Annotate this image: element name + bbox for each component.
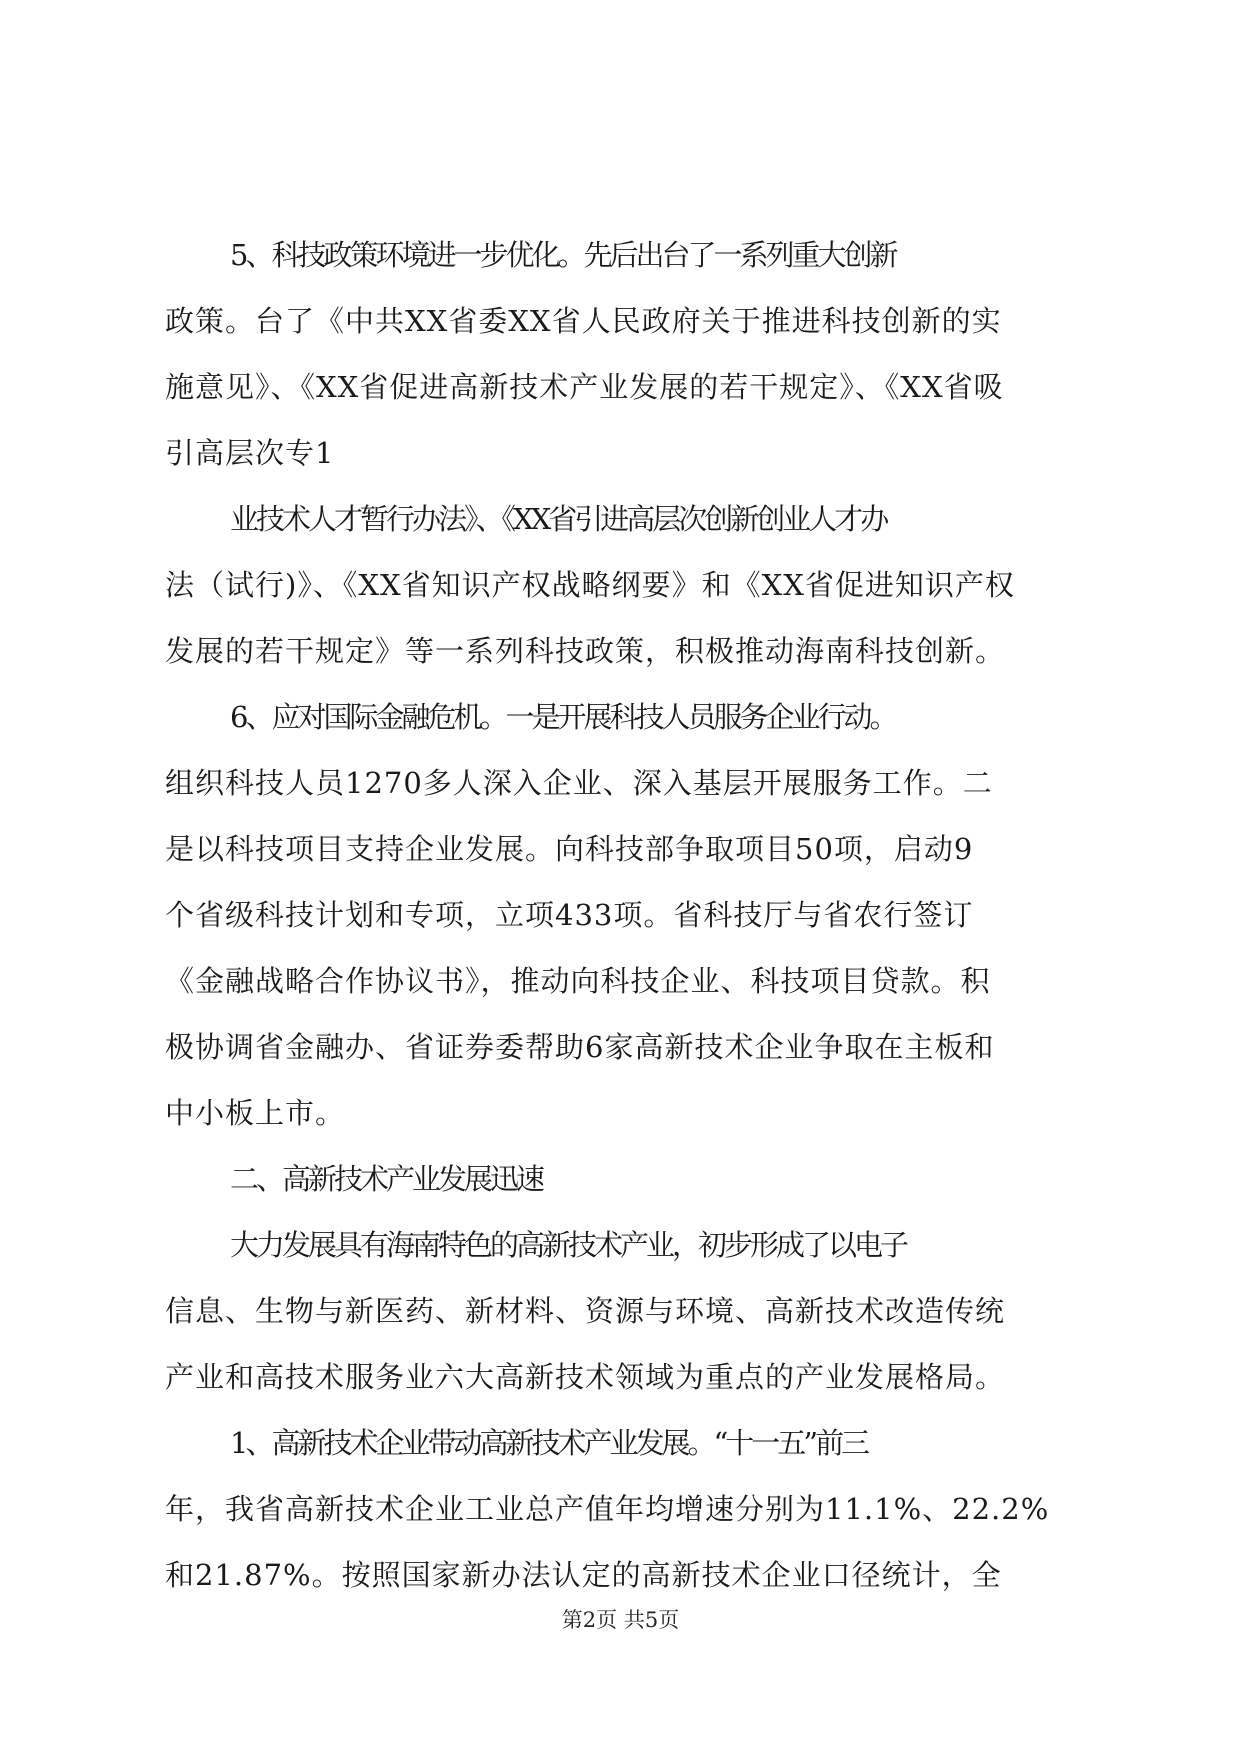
text-line: 发展的若干规定》等一系列科技政策，积极推动海南科技创新。 bbox=[165, 634, 1006, 668]
page-footer: 第2页 共5页 bbox=[561, 1608, 680, 1632]
text-line: 极协调省金融办、省证券委帮助6家高新技术企业争取在主板和 bbox=[165, 1030, 995, 1064]
text-line: 6、应对国际金融危机。一是开展科技人员服务企业行动。 bbox=[230, 700, 896, 734]
text-line: 和21.87%。按照国家新办法认定的高新技术企业口径统计，全 bbox=[165, 1558, 1002, 1592]
text-line: 个省级科技计划和专项，立项433项。省科技厅与省农行签订 bbox=[165, 898, 974, 932]
text-line: 施意见》、《XX省促进高新技术产业发展的若干规定》、《XX省吸 bbox=[165, 370, 1004, 404]
text-line: 是以科技项目支持企业发展。向科技部争取项目50项，启动9 bbox=[165, 832, 974, 866]
text-line: 中小板上市。 bbox=[165, 1096, 346, 1130]
text-line: 信息、生物与新医药、新材料、资源与环境、高新技术改造传统 bbox=[165, 1294, 1006, 1328]
text-line: 大力发展具有海南特色的高新技术产业，初步形成了以电子 bbox=[230, 1228, 907, 1262]
text-line: 《金融战略合作协议书》，推动向科技企业、科技项目贷款。积 bbox=[165, 964, 991, 998]
text-line: 业技术人才暂行办法》、《XX省引进高层次创新创业人才办 bbox=[230, 502, 887, 536]
text-line: 组织科技人员1270多人深入企业、深入基层开展服务工作。二 bbox=[165, 766, 993, 800]
text-line: 政策。台了《中共XX省委XX省人民政府关于推进科技创新的实 bbox=[165, 304, 1002, 338]
text-line: 引高层次专1 bbox=[165, 436, 335, 470]
text-line: 1、高新技术企业带动高新技术产业发展。“十一五”前三 bbox=[230, 1426, 868, 1460]
text-line: 年，我省高新技术企业工业总产值年均增速分别为11.1%、22.2% bbox=[165, 1492, 1050, 1526]
text-line: 法（试行)》、《XX省知识产权战略纲要》和《XX省促进知识产权 bbox=[165, 568, 1015, 602]
text-line: 5、科技政策环境进一步优化。先后出台了一系列重大创新 bbox=[230, 238, 896, 272]
section-heading: 二、高新技术产业发展迅速 bbox=[230, 1162, 543, 1196]
text-line: 产业和高技术服务业六大高新技术领域为重点的产业发展格局。 bbox=[165, 1360, 1006, 1394]
